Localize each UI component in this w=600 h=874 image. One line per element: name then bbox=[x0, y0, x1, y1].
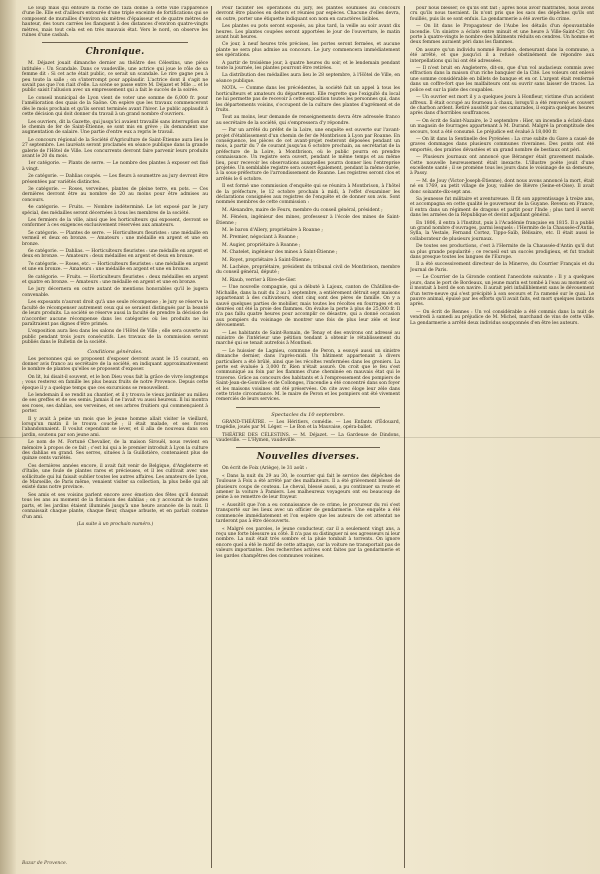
intro-paragraph: Le loup mais qui entoure la roche de Taza donne à cette ville l'apparence d'une île. Elle est d'ailleurs entourée d'une triple enceinte de fortifications qui se composent de murailles d'environ six mètres d'épaisseur et de quatre mètres de hauteur, des tours carrées les flanquent à des distances d'environ quatre-vingts mètres, mais tout cela est en très mauvais état. Vers le nord, on observe les ruines d'une casbah. bbox=[22, 6, 208, 39]
column-3-paragraph: — On écrit de Rennes : Un vol considérable a été commis dans la nuit de vendredi à samedi au préjudice de M. Michel, marchand de vins de cette ville. La gendarmerie a arrêté deux individus soupçonnés d'en être les auteurs. bbox=[410, 309, 594, 326]
spectacles-list bbox=[216, 420, 400, 444]
column-3-paragraph: — M. de Jouy (Victor-Joseph-Étienne), dont nous avons annoncé la mort, était né en 1769, au petit village de Jouy, vallée de Bièvre (Seine-et-Oise). Il avait donc soixante-dix-sept ans. bbox=[410, 178, 594, 195]
column-3-paragraph: — On lit dans la Sentinelle des Pyrénées : La crue subite du Gave a causé de graves dommages dans plusieurs communes riveraines. Des ponts ont été emportés, des prairies dévastées et un grand nombre de bestiaux ont péri. bbox=[410, 136, 594, 153]
column-2-paragraph: M. Royet, propriétaire à Saint-Étienne ; bbox=[222, 257, 313, 263]
news-heading: Nouvelles diverses. bbox=[256, 452, 360, 463]
column-3-paragraph: — On écrit de Saint-Nazaire, le 2 septembre : Hier, un incendie a éclaté dans un magasin de fourrages appartenant à M. Durand. Malgré la promptitude des secours, tout a été consumé. Le préjudice est évalué à 18,000 fr. bbox=[410, 118, 594, 135]
conditions-body bbox=[22, 357, 208, 520]
chronique-paragraph: Le conseil municipal de Lyon vient de voter une somme de 6,000 fr. pour l'amélioration des quais de la Saône. On espère que les travaux commenceront dès le mois prochain et qu'ils seront terminés avant l'hiver. Le public applaudit à cette décision qui doit donner du travail à un grand nombre d'ouvriers. bbox=[22, 95, 208, 118]
column-3-paragraph: — Le Courrier de la Gironde contient l'anecdote suivante : Il y a quelques jours, dans le port de Bordeaux, un jeune marin est tombé à l'eau au moment où il montait à bord de son navire. Il aurait péri infailliblement sans le dévouement d'un terre-neuve qui s'est précipité à son secours et l'a ramené sur le quai. Le pauvre animal, épuisé par les efforts qu'il avait faits, est mort quelques instants après. bbox=[410, 275, 594, 308]
chronique-paragraph: Le concours régional de la Société d'Agriculture de Saint-Étienne aura lieu le 27 septembre. Les lauréats seront proclamés en séance publique dans la grande galerie de l'Hôtel de Ville. Les concurrents devront faire parvenir leurs produits avant le 20 du mois. bbox=[22, 137, 208, 159]
column-2-paragraph: M. le baron d'Allery, propriétaire à Roanne ; bbox=[222, 228, 323, 234]
column-2-paragraph: M. Riaub, verrier à Rive-de-Gier. bbox=[222, 277, 297, 283]
chronique-paragraph: 7e catégorie. — Roses, etc. — Horticulteurs fleuristes : une médaille en argent et une en bronze. — Amateurs : une médaille en argent et une en bronze. bbox=[22, 261, 208, 273]
section-separator bbox=[236, 407, 380, 408]
spectacles-heading: Spectacles du 10 septembre. bbox=[271, 411, 345, 418]
column-2-paragraph: NOTA. — Comme dans les précédentes, la société fait un appel à tous les horticulteurs et amateurs du département. Elle regrette que l'exiguïté du local ne lui permette pas de recevoir à cette exposition toutes les personnes qui, dans les départements voisins, s'occupent de la culture des plantes d'agrément et de fruits. bbox=[216, 86, 400, 113]
paper-fold bbox=[0, 437, 600, 438]
column-3-paragraph: — Il n'est bruit en Angleterre, dit-on, que d'un vol audacieux commis avec effraction dans la maison d'un riche banquier de la Cité. Les voleurs ont enlevé une somme considérable en billets de banque et en or. L'argent était renfermé dans un coffre-fort que les malfaiteurs ont su ouvrir sans laisser de traces. La police est sur la piste des coupables. bbox=[410, 66, 594, 93]
chronique-paragraph: 3e catégorie. — Roses, verveines, plantes de pleine terre, en pots. — Ces dernières devront être au nombre de 20 au moins pour être admises au concours. bbox=[22, 186, 208, 203]
conditions-paragraph: Les personnes qui se proposent d'exposer devront avant le 15 courant, en donner avis franco au secrétaire de la société, en indiquant approximativement le nombre de plantes qu'elles se proposent d'exposer. bbox=[22, 356, 208, 373]
column-3-paragraph: Sa jeunesse fut militaire et aventureuse. Il fit son apprentissage à treize ans, et accompagna en cette qualité le gouverneur de la Guyane. Revenu en France, il entra dans un régiment de dragons et partit pour l'Inde ; plus tard il servit dans les armées de la République et devint adjudant général. bbox=[410, 197, 594, 219]
column-2-paragraph: M. Chatelet, ingénieur des mines à Saint-Étienne ; bbox=[222, 250, 338, 256]
chronique-body bbox=[22, 61, 208, 345]
column-3-paragraph: On assure qu'un individu nommé Bourdon, demeurant dans la commune, a été arrêté, et que jusqu'ici il a refusé obstinément de répondre aux interpellations qui lui ont été adressées. bbox=[410, 47, 594, 64]
column-2-paragraph: Il est formé une commission d'enquête qui se réunira à Montbrison, à l'hôtel de la préfecture, le 12 octobre prochain à midi, à l'effet d'examiner les déclarations consignées aux registres de l'enquête et de donner son avis. Sont nommés membres de cette commission : bbox=[216, 184, 400, 206]
column-3-paragraph: De toutes ses productions, c'est à l'Hermite de la Chaussée-d'Antin qu'il dut sa plus grande popularité ; ce recueil eut un succès prodigieux, et fut traduit dans presque toutes les langues de l'Europe. bbox=[410, 244, 594, 261]
column-3-paragraph: En 1806, il entra à l'Institut, puis à l'Académie française en 1815. Il a publié un grand nombre d'ouvrages, parmi lesquels : l'Hermite de la Chaussée-d'Antin, Sylla, la Vestale, Fernand Cortez, Tippo-Saïb, Bélisaire, etc. Il était aussi le collaborateur de plusieurs journaux. bbox=[410, 220, 594, 242]
column-2-paragraph: — Par un arrêté du préfet de la Loire, une enquête est ouverte sur l'avant-projet d'établissement d'un chemin de fer de Montbrison à Lyon par Roanne. En conséquence, les pièces de cet avant-projet resteront déposées pendant un mois, à partir du 7 de courant jusqu'au 6 octobre prochain, au secrétariat de la préfecture de la Loire, à Montbrison, où le public pourra en prendre connaissance. Un registre sera ouvert, pendant le même temps et au même lieu, pour recevoir les observations auxquelles pourra donner lieu l'entreprise projetée. Un semblable registre sera ouvert également, pendant la même durée, à la sous-préfecture de l'arrondissement de Roanne. Les registres seront clos et arrêtés le 6 octobre. bbox=[216, 128, 400, 182]
chronique-paragraph: Les ouvriers, dit la Gazette, qui jusqu'ici avaient travaillé sans interruption sur le chemin de fer de Saint-Étienne, se sont mis en grève ; ils demandent une augmentation de salaire. Une partie d'entre eux a repris le travail. bbox=[22, 119, 208, 136]
column-3-paragraph: — On lit dans le Propagateur de l'Aube les détails d'un épouvantable incendie. Un sinistre a éclaté entre minuit et une heure à Ville-Saint-Cyr. On porte à quatre-vingts le nombre des bâtiments réduits en cendres. Un homme et deux femmes auraient péri dans les flammes. bbox=[410, 24, 594, 46]
chronique-paragraph: Les exposants n'auront droit qu'à une seule récompense ; le jury se réserve la faculté de récompenser autrement ceux qui se seraient distingués par la beauté de leurs produits. La société se réserve aussi la faculté de prendre la décision de n'accorder aucune récompense dans les catégories où les produits ne lui paraîtraient pas dignes d'être primés. bbox=[22, 300, 208, 327]
column-2-paragraph: M. Premier, négociant à Roanne ; bbox=[222, 235, 299, 241]
spectacle-entry: GRAND-THÉÂTRE. — Les Héritiers, comédie. — Les Enfants d'Édouard, tragédie, joués par M. Léger. — Le Bon et la Mauvaise, opéra-ballet. bbox=[216, 419, 400, 431]
column-3-paragraph: Il a été successivement directeur de la Minerve, du Courrier Français et du Journal de Paris. bbox=[410, 262, 594, 273]
column-2-paragraph: La distribution des médailles aura lieu le 28 septembre, à l'Hôtel de Ville, en séance publique. bbox=[216, 73, 400, 84]
column-2-paragraph: — Les habitants de Saint-Romain, de Tenay et des environs ont adressé au ministre de l'intérieur une pétition tendant à obtenir le rétablissement du marché qui se tenait autrefois à Montluel. bbox=[216, 330, 400, 347]
section-separator bbox=[42, 42, 188, 43]
column-3-paragraph: — Un ouvrier est mort il y a quelques jours à Honfleur, victime d'un accident affreux. Il était occupé au fourneau à chaux, lorsqu'il a été renversé et couvert de charbon ardent. Retiré aussitôt par ses camarades, il expira quelques heures après dans d'horribles souffrances. bbox=[410, 95, 594, 117]
to-be-continued: (La suite à un prochain numéro.) bbox=[76, 521, 154, 527]
column-2-paragraph: — Une nouvelle compagnie, qui a débuté à Lajoux, canton de Châtillon-de-Michaille, dans la nuit du 2 au 3 septembre, a entièrement détruit sept maisons appartenant à des cultivateurs, dont cinq sont des pères de famille. On y a sauvé quelques parties de mobilier, mais toutes les récoltes en fourrages et en denrées ont été la proie des flammes. On évalue la perte à plus de 25,000 fr. Il n'a pas fallu quatre heures pour accomplir ce désastre, qui a donné occasion aux pompiers du voisinage de montrer une fois de plus leur zèle et leur dévouement. bbox=[216, 285, 400, 329]
conditions-paragraph: Il y avait à peine un mois que le jeune homme allait visiter le vieillard, lorsqu'un matin il le trouva couché ; il était malade, et ses forces l'abandonnaient. Il voulut cependant se lever, et il alla de nouveau dans son jardin, soutenu par son jeune ami. bbox=[22, 416, 208, 438]
column-2-paragraph: Tout au moins, leur demande de renseignements devra être adressée franco au secrétaire de la société, qui s'empressera d'y répondre. bbox=[216, 115, 400, 126]
chronique-paragraph: 4e catégorie. — Fruits. — Nombre indéterminé. Le lot exposé par le jury spécial, des médailles seront décernées à tous les membres de la société. bbox=[22, 205, 208, 216]
chronique-paragraph: Les fermiers de la ville, ainsi que les horticulteurs qui exposent, devront se conformer à ces exigences exclusivement réservées aux amateurs. bbox=[22, 218, 208, 229]
chronique-paragraph: Le jury décernera en outre autant de mentions honorables qu'il le jugera convenable. bbox=[22, 287, 208, 298]
news-paragraph: On écrit de Foix (Ariège), le 31 août : bbox=[222, 466, 307, 472]
chronique-heading: Chronique. bbox=[85, 47, 145, 58]
column-2-paragraph: M. Lachèze, propriétaire, président du tribunal civil de Montbrison, membre du conseil général, député ; bbox=[216, 265, 400, 276]
column-3-paragraph: — Plusieurs journaux ont annoncé que Béranger était gravement malade. Cette nouvelle heureusement était inexacte. L'illustre poète jouit d'une excellente santé ; il se promène tous les jours dans le voisinage de sa demeure, à Passy. bbox=[410, 155, 594, 177]
chronique-paragraph: 2e catégorie. — Dahlias coupés. — Les fleurs à soumettre au jury devront être présentées par variétés distinctes. bbox=[22, 174, 208, 185]
news-paragraph: « Aussitôt que l'on a eu connaissance de ce crime, le procureur du roi s'est transporté sur les lieux avec un officier de gendarmerie. Une enquête a été commencée immédiatement et l'on espère que les auteurs de cet attentat ne tarderont pas à être découverts. bbox=[216, 502, 400, 525]
chronique-paragraph: L'exposition aura lieu dans les salons de l'Hôtel de Ville ; elle sera ouverte au public pendant trois jours consécutifs. Les travaux de la commission seront publiés dans le Bulletin de la société. bbox=[22, 329, 208, 346]
column-2-paragraph: A partir de troisième jour, à quatre heures du soir, et le lendemain pendant toute la journée, les plantes pourront être retirées. bbox=[216, 60, 400, 72]
column-2-paragraph: M. Fénéon, ingénieur des mines, professeur à l'école des mines de Saint-Étienne ; bbox=[216, 215, 400, 226]
column-2-paragraph: Les plantes ou pots seront exposés, au plus tard, la veille au soir avant dix heures. Les plantes coupées seront apportées le jour de l'ouverture, le matin avant huit heures. bbox=[216, 24, 400, 41]
column-2-paragraph: M. Augier, propriétaire à Roanne ; bbox=[222, 242, 301, 248]
spectacle-entry: THÉÂTRE DES CÉLESTINS. — M. Déjazet. — La Gardeuse de Dindons, vaudeville. — L'Hymen, vaudeville. bbox=[216, 432, 400, 444]
conditions-paragraph: Ces dernières années encore, il avait fait venir de Belgique, d'Angleterre et d'Italie, une foule de plantes rares et précieuses, et il les cultivait avec une sollicitude qui lui faisait oublier toutes les autres affaires. Les amateurs de Lyon, de Marseille, de Paris même, venaient visiter sa collection, la plus belle qui ait existé dans notre province. bbox=[22, 463, 208, 491]
conditions-heading: Conditions générales. bbox=[87, 348, 143, 355]
chronique-paragraph: 1er catégorie. — Plants de serre. — Le nombre des plantes à exposer est fixé à vingt. bbox=[22, 161, 208, 172]
chronique-paragraph: 5e catégorie. — Plantes de serre. — Horticulteurs fleuristes : une médaille en vermeil et deux en bronze. — Amateurs : une médaille en argent et une en bronze. bbox=[22, 230, 208, 247]
section-separator bbox=[236, 447, 380, 448]
column-2-paragraph: M. Alexandre, maire de Feurs, membre du conseil général, président ; bbox=[222, 207, 383, 213]
column-2-body bbox=[216, 6, 400, 403]
news-body bbox=[216, 466, 400, 559]
conditions-paragraph: Ses amis et ses voisins parlent encore avec émotion des fêtes qu'il donnait tous les ans au moment de la floraison des dahlias ; on y accourait de toutes parts, et les jardins étaient illuminés jusqu'à une heure avancée de la nuit. Il connaissait chaque plante, chaque fleur, chaque arbuste, et en parlait comme d'un ami. bbox=[22, 492, 208, 520]
chronique-paragraph: M. Déjazet jouait dimanche dernier au théâtre des Célestins, une pièce intitulée : Un Scandale. Dans ce vaudeville, une actrice qui joue le rôle de sa femme dit : Si cet acte était public, ce serait un scandale. Le rire gagne peu à peu toute la salle ; on s'interrompt pour applaudir. L'actrice dont il s'agit ne savait pas que l'on riait d'elle. La scène se passe entre M. Déjazet et Mlle ... et le public saisit l'allusion avec un empressement qui a fait le succès de la soirée. bbox=[22, 61, 208, 94]
conditions-paragraph: Le nom de M. Fortuné Chevalier, de la maison Sirouël, nous revient en mémoire à propos de ce fait ; c'est lui qui a le premier introduit à Lyon la culture des dahlias en grand. Ses serres, situées à la Guillotière, contenaient plus de quinze cents variétés. bbox=[22, 440, 208, 462]
news-paragraph: « Malgré ces paroles, le jeune conducteur, car il a seulement vingt ans, a reçu une forte blessure au côté. Il n'a pas su distinguer ni ses agresseurs ni leur nombre. La nuit était très sombre et la pluie tombait à torrents. On ignore encore quel a été le motif de cette attaque, car la voiture ne transportait pas de valeurs importantes. Des recherches actives sont faites par la gendarmerie et les gardes champêtres des communes voisines. bbox=[216, 526, 400, 559]
column-2-paragraph: Pour faciliter les opérations du jury, les plantes soumises au concours devront être placées en dehors et réunies par espèces. Chacune d'elles devra, en outre, porter une étiquette indiquant son nom en caractères lisibles. bbox=[216, 6, 400, 22]
column-3-body bbox=[410, 6, 594, 326]
column-2-paragraph: — Le huissier de Lagnieu, commune de Peron, a essuyé aussi un sinistre dimanche dernier, dans l'après-midi. Un bâtiment appartenant à divers particuliers a été brûlé, ainsi que les récoltes renfermées dans les greniers. La perte est évaluée à 3,000 fr. Rien n'était assuré. On croit que le feu s'est communiqué au foin par les flammes d'une cheminée en mauvais état qui le traverse. Grâce au concours des habitants et à l'empressement des pompiers de Saint-Jean-de-Gonville et de Collonges, l'incendie a été concentré dans son foyer et les maisons voisines ont été préservées. On cite avec éloge leur zèle dans cette triste circonstance. M. le maire de Peron et les pompiers ont été vivement remerciés de leurs services. bbox=[216, 348, 400, 403]
conditions-paragraph: Le lendemain il se rendit au chantier, et il y trouva le vieux jardinier au milieu de ses greffes et de ses semis. Jamais il ne l'avait vu aussi heureux. Il lui montra ses roses, ses dahlias, ses verveines, et ses arbres fruitiers qui commençaient à porter. bbox=[22, 392, 208, 415]
column-3-paragraph: pour nous blesser, ce qu'ils ont fait ; après nous avoir maltraités, nous avons cru qu'ils nous tueraient. Ils n'ont pris que les sacs des dépêches qu'ils ont fouillés, puis ils se sont enfuis. La gendarmerie a été avertie du crime. bbox=[410, 6, 594, 22]
column-2-paragraph: Ce jour, à neuf heures très précises, les portes seront fermées, et aucune plante ne sera plus admise au concours. Le jury commencera immédiatement ses opérations. bbox=[216, 42, 400, 59]
news-paragraph: « Dans la nuit du 29 au 30, le courrier qui fait le service des dépêches de Toulouse à Foix a été arrêté par des malfaiteurs. Il a été grièvement blessé de plusieurs coups de couteau. Le cheval, blessé aussi, a pu continuer sa route et amener la voiture à Pamiers. Les malheureux voyageurs ont eu beaucoup de peine à se remettre de leur frayeur. bbox=[216, 473, 400, 501]
conditions-paragraph: On lit, lui disait-il souvent, et le bon Dieu vous fait la grâce de vivre longtemps ; vous resterez en famille les plus beaux fruits de notre Provence. Depuis cette époque il y a quelque temps que ces excursions se renouvellent. bbox=[22, 374, 208, 391]
chronique-paragraph: 8e catégorie. — Fruits. — Horticulteurs fleuristes : deux médailles en argent et quatre en bronze. — Amateurs : une médaille en argent et une en bronze. bbox=[22, 274, 208, 286]
chronique-paragraph: 6e catégorie. — Dahlias. — Horticulteurs fleuristes : une médaille en argent et deux en bronze. — Amateurs : deux médailles en argent et deux en bronze. bbox=[22, 249, 208, 260]
footer-note: Bazar de Provence. bbox=[22, 861, 68, 866]
